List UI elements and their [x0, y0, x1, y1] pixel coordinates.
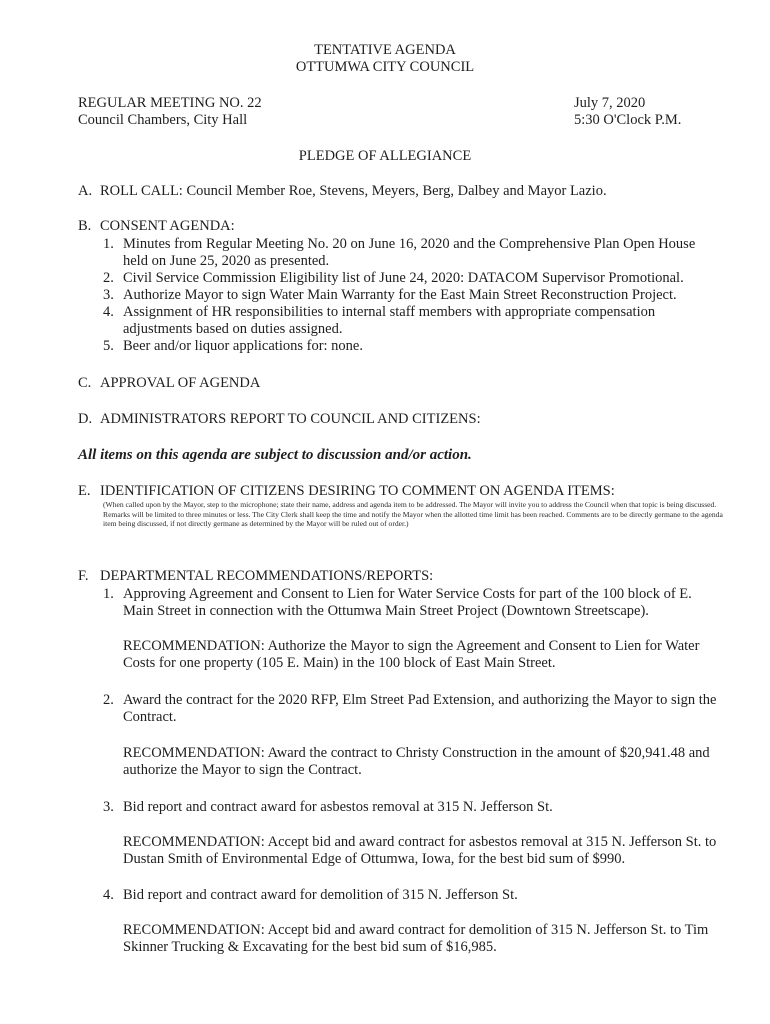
consent-agenda-title: CONSENT AGENDA: — [100, 218, 235, 234]
section-citizen-comment — [78, 483, 718, 500]
item-text: Civil Service Commission Eligibility list of June 24, 2020: DATACOM Supervisor Promotional. — [123, 270, 684, 286]
meeting-time: 5:30 O'Clock P.M. — [574, 112, 682, 128]
admin-report-text: ADMINISTRATORS REPORT TO COUNCIL AND CITIZENS: — [100, 411, 481, 427]
section-approval — [78, 375, 718, 392]
roll-call-text: ROLL CALL: Council Member Roe, Stevens, Meyers, Berg, Dalbey and Mayor Lazio. — [100, 183, 607, 199]
item-number: 4. — [103, 304, 114, 320]
section-label: A. — [78, 183, 93, 199]
approval-text: APPROVAL OF AGENDA — [100, 375, 261, 391]
recommendation: RECOMMENDATION: Authorize the Mayor to sign the Agreement and Consent to Lien for Water Costs for one property (105 E. Main) in the 100 block of East Main Street. — [123, 638, 700, 671]
item-number: 2. — [103, 270, 114, 286]
item-text: Bid report and contract award for asbestos removal at 315 N. Jefferson St. — [123, 799, 553, 815]
section-roll-call — [78, 183, 718, 200]
meeting-date: July 7, 2020 — [574, 95, 646, 111]
section-label: D. — [78, 411, 93, 427]
item-number: 3. — [103, 799, 114, 815]
item-number: 1. — [103, 236, 114, 252]
section-label: B. — [78, 218, 92, 234]
agenda-notice: All items on this agenda are subject to discussion and/or action. — [78, 447, 472, 463]
item-text: Bid report and contract award for demolition of 315 N. Jefferson St. — [123, 887, 518, 903]
item-number: 5. — [103, 338, 114, 354]
item-number: 3. — [103, 287, 114, 303]
section-label: C. — [78, 375, 92, 391]
section-departmental — [78, 568, 718, 585]
section-label: F. — [78, 568, 89, 584]
pledge-heading: PLEDGE OF ALLEGIANCE — [298, 148, 472, 164]
section-label: E. — [78, 483, 91, 499]
item-number: 4. — [103, 887, 114, 903]
council-name: OTTUMWA CITY COUNCIL — [295, 59, 475, 75]
item-number: 1. — [103, 586, 114, 602]
departmental-title: DEPARTMENTAL RECOMMENDATIONS/REPORTS: — [100, 568, 434, 584]
section-admin-report — [78, 411, 718, 428]
citizen-comment-note: (When called upon by the Mayor, step to the microphone; state their name, address and agenda item to be addressed. The Mayor will invite you to address the Council when that topic is being discussed. Remarks will be limited to three minutes or less. The City Clerk shall keep the time and notify the Mayor when the allotted time limit has been reached. Comments are to be directly germane to the agenda item being discussed, if not directly germane as determined by the Mayor will be ruled out of order.) — [103, 500, 723, 528]
item-text: Award the contract for the 2020 RFP, Elm Street Pad Extension, and authorizing the Mayor to sign the Contract. — [123, 692, 717, 725]
section-consent-agenda — [78, 218, 718, 235]
meeting-location: Council Chambers, City Hall — [78, 112, 248, 128]
item-text: Authorize Mayor to sign Water Main Warranty for the East Main Street Reconstruction Project. — [123, 287, 677, 303]
recommendation: RECOMMENDATION: Accept bid and award contract for asbestos removal at 315 N. Jefferson St. to Dustan Smith of Environmental Edge of Ottumwa, Iowa, for the best bid sum of $990. — [123, 834, 717, 867]
item-text: Approving Agreement and Consent to Lien for Water Service Costs for part of the 100 block of E. Main Street in connection with the Ottumwa Main Street Project (Downtown Streetscape). — [123, 586, 692, 619]
citizen-comment-text: IDENTIFICATION OF CITIZENS DESIRING TO COMMENT ON AGENDA ITEMS: — [100, 483, 615, 499]
item-text: Beer and/or liquor applications for: none. — [123, 338, 363, 354]
item-number: 2. — [103, 692, 114, 708]
recommendation: RECOMMENDATION: Accept bid and award contract for demolition of 315 N. Jefferson St. to Tim Skinner Trucking & Excavating for the best bid sum of $16,985. — [123, 922, 709, 955]
item-text: Minutes from Regular Meeting No. 20 on June 16, 2020 and the Comprehensive Plan Open House held on June 25, 2020 as presented. — [123, 236, 696, 269]
meeting-number: REGULAR MEETING NO. 22 — [78, 95, 262, 111]
agenda-title: TENTATIVE AGENDA — [314, 42, 456, 58]
item-text: Assignment of HR responsibilities to internal staff members with appropriate compensation adjustments based on duties assigned. — [123, 304, 656, 337]
recommendation: RECOMMENDATION: Award the contract to Christy Construction in the amount of $20,941.48 and authorize the Mayor to sign the Contract. — [123, 745, 710, 778]
